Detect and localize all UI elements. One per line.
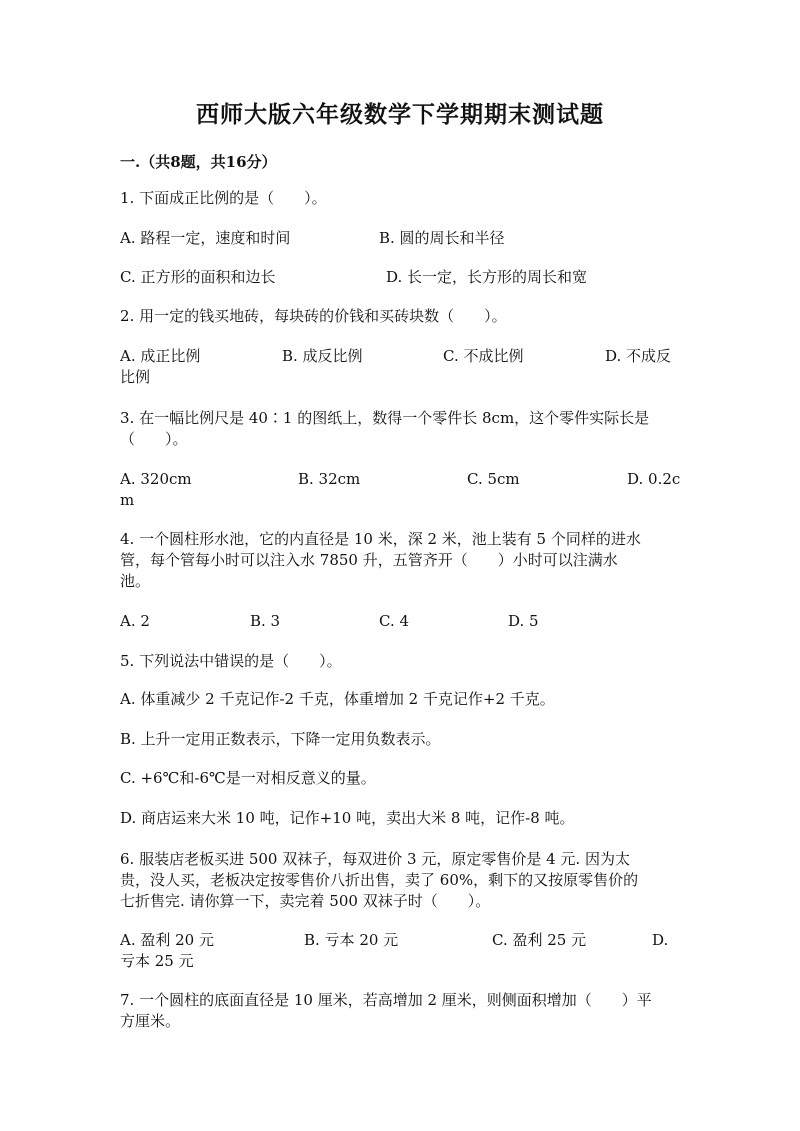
- question-2-option-d-wrap: 比例: [120, 368, 151, 386]
- question-3-stem-line-2: （ ）。: [120, 430, 188, 448]
- question-4-option-c: C. 4: [379, 612, 410, 630]
- question-2-option-c: C. 不成比例: [443, 347, 524, 365]
- question-3-option-b: B. 32cm: [298, 470, 361, 488]
- question-6-option-d-wrap: 亏本 25 元: [120, 952, 194, 970]
- question-2-option-d: D. 不成反: [605, 347, 672, 365]
- question-1-option-d: D. 长一定，长方形的周长和宽: [386, 268, 588, 286]
- question-3-option-d-wrap: m: [120, 491, 135, 509]
- question-4-stem-line-1: 4. 一个圆柱形水池，它的内直径是 10 米，深 2 米，池上装有 5 个同样的进水: [120, 530, 641, 548]
- question-6-option-d: D.: [652, 931, 669, 949]
- question-6-option-b: B. 亏本 20 元: [304, 931, 399, 949]
- question-2-option-b: B. 成反比例: [282, 347, 363, 365]
- question-3-stem-line-1: 3. 在一幅比例尺是 40∶1 的图纸上，数得一个零件长 8cm，这个零件实际长是: [120, 409, 650, 427]
- page-title: 西师大版六年级数学下学期期末测试题: [196, 101, 604, 128]
- question-5-option-d: D. 商店运来大米 10 吨，记作+10 吨，卖出大米 8 吨，记作-8 吨。: [120, 809, 575, 827]
- question-7-stem-line-2: 方厘米。: [120, 1012, 181, 1030]
- question-6-stem-line-3: 七折售完. 请你算一下，卖完着 500 双袜子时（ ）。: [120, 892, 491, 910]
- question-1-option-c: C. 正方形的面积和边长: [120, 268, 276, 286]
- question-1-stem: 1. 下面成正比例的是（ ）。: [120, 189, 327, 207]
- question-7-stem-line-1: 7. 一个圆柱的底面直径是 10 厘米，若高增加 2 厘米，则侧面积增加（ ）平: [120, 991, 652, 1009]
- section-heading: 一.（共8题，共16分）: [120, 153, 277, 171]
- question-5-option-a: A. 体重减少 2 千克记作-2 千克，体重增加 2 千克记作+2 千克。: [120, 690, 555, 708]
- question-2-stem: 2. 用一定的钱买地砖，每块砖的价钱和买砖块数（ ）。: [120, 307, 507, 325]
- question-4-stem-line-2: 管，每个管每小时可以注入水 7850 升，五管齐开（ ）小时可以注满水: [120, 551, 618, 569]
- question-4-stem-line-3: 池。: [120, 572, 151, 590]
- question-5-stem: 5. 下列说法中错误的是（ ）。: [120, 652, 342, 670]
- question-5-option-b: B. 上升一定用正数表示，下降一定用负数表示。: [120, 730, 441, 748]
- question-6-stem-line-2: 贵，没人买，老板决定按零售价八折出售，卖了 60%，剩下的又按原零售价的: [120, 871, 639, 889]
- question-4-option-d: D. 5: [508, 612, 539, 630]
- question-6-option-a: A. 盈利 20 元: [120, 931, 214, 949]
- question-1-option-b: B. 圆的周长和半径: [379, 229, 505, 247]
- question-1-option-a: A. 路程一定，速度和时间: [120, 229, 291, 247]
- question-4-option-a: A. 2: [120, 612, 150, 630]
- question-3-option-a: A. 320cm: [120, 470, 192, 488]
- question-6-option-c: C. 盈利 25 元: [492, 931, 587, 949]
- question-3-option-d: D. 0.2c: [627, 470, 681, 488]
- question-4-option-b: B. 3: [250, 612, 281, 630]
- question-6-stem-line-1: 6. 服装店老板买进 500 双袜子，每双进价 3 元，原定零售价是 4 元. 因为太: [120, 850, 630, 868]
- question-5-option-c: C. +6℃和-6℃是一对相反意义的量。: [120, 769, 376, 787]
- question-3-option-c: C. 5cm: [467, 470, 520, 488]
- question-2-option-a: A. 成正比例: [120, 347, 201, 365]
